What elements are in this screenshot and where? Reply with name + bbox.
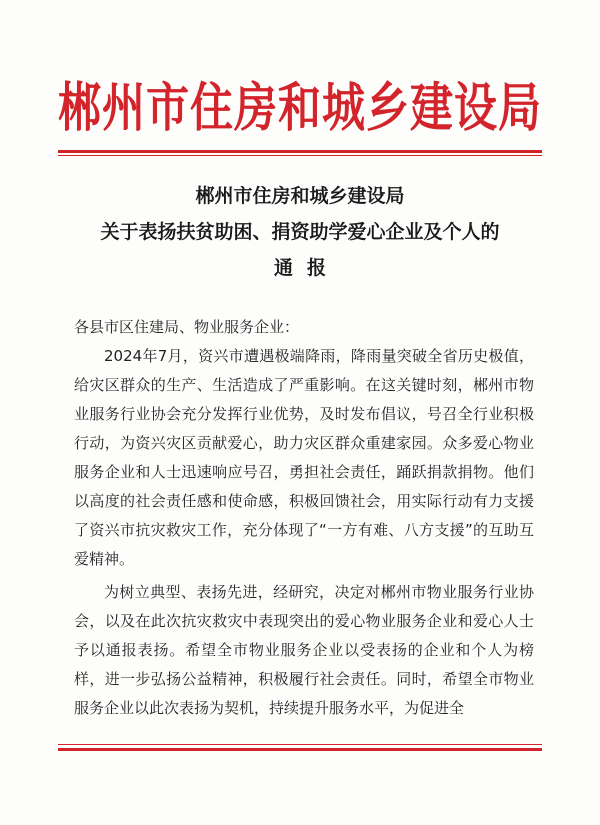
- notice-title: [0, 178, 600, 286]
- body-paragraph-1: 2024年7月，资兴市遭遇极端降雨，降雨量突破全省历史极值，给灾区群众的生产、生活造成了严重影响。在这关键时刻，郴州市物业服务行业协会充分发挥行业优势，及时发布倡议，号召全行业积极行动，为资兴灾区贡献爱心，助力灾区群众重建家园。众多爱心物业服务企业和人士迅速响应号召，勇担社会责任，踊跃捐款捐物。他们以高度的社会责任感和使命感，积极回馈社会，用实际行动有力支援了资兴市抗灾救灾工作，充分体现了“一方有难、八方支援”的互助互爱精神。: [74, 347, 534, 568]
- title-line-doc-type: 通报: [273, 257, 340, 279]
- header-red-rule-thick: [58, 150, 542, 153]
- title-line-subject: 关于表扬扶贫助困、捐资助学爱心企业及个人的: [100, 221, 500, 243]
- red-header-title: 郴州市住房和城乡建设局: [58, 78, 542, 140]
- footer-red-rule-thick: [58, 748, 542, 751]
- footer-red-rule-thin: [58, 744, 542, 745]
- title-line-org: 郴州市住房和城乡建设局: [195, 185, 405, 207]
- salutation: 各县市区住建局、物业服务企业：: [74, 318, 300, 336]
- body-paragraph-2: 为树立典型、表扬先进，经研究，决定对郴州市物业服务行业协会，以及在此次抗灾救灾中表现突出的爱心物业服务企业和爱心人士予以通报表扬。希望全市物业服务企业以受表扬的企业和个人为榜样，进一步弘扬公益精神，积极履行社会责任。同时，希望全市物业服务企业以此次表扬为契机，持续提升服务水平，为促进全: [74, 583, 534, 717]
- header-red-rule-thin: [58, 155, 542, 156]
- notice-body: [74, 313, 534, 723]
